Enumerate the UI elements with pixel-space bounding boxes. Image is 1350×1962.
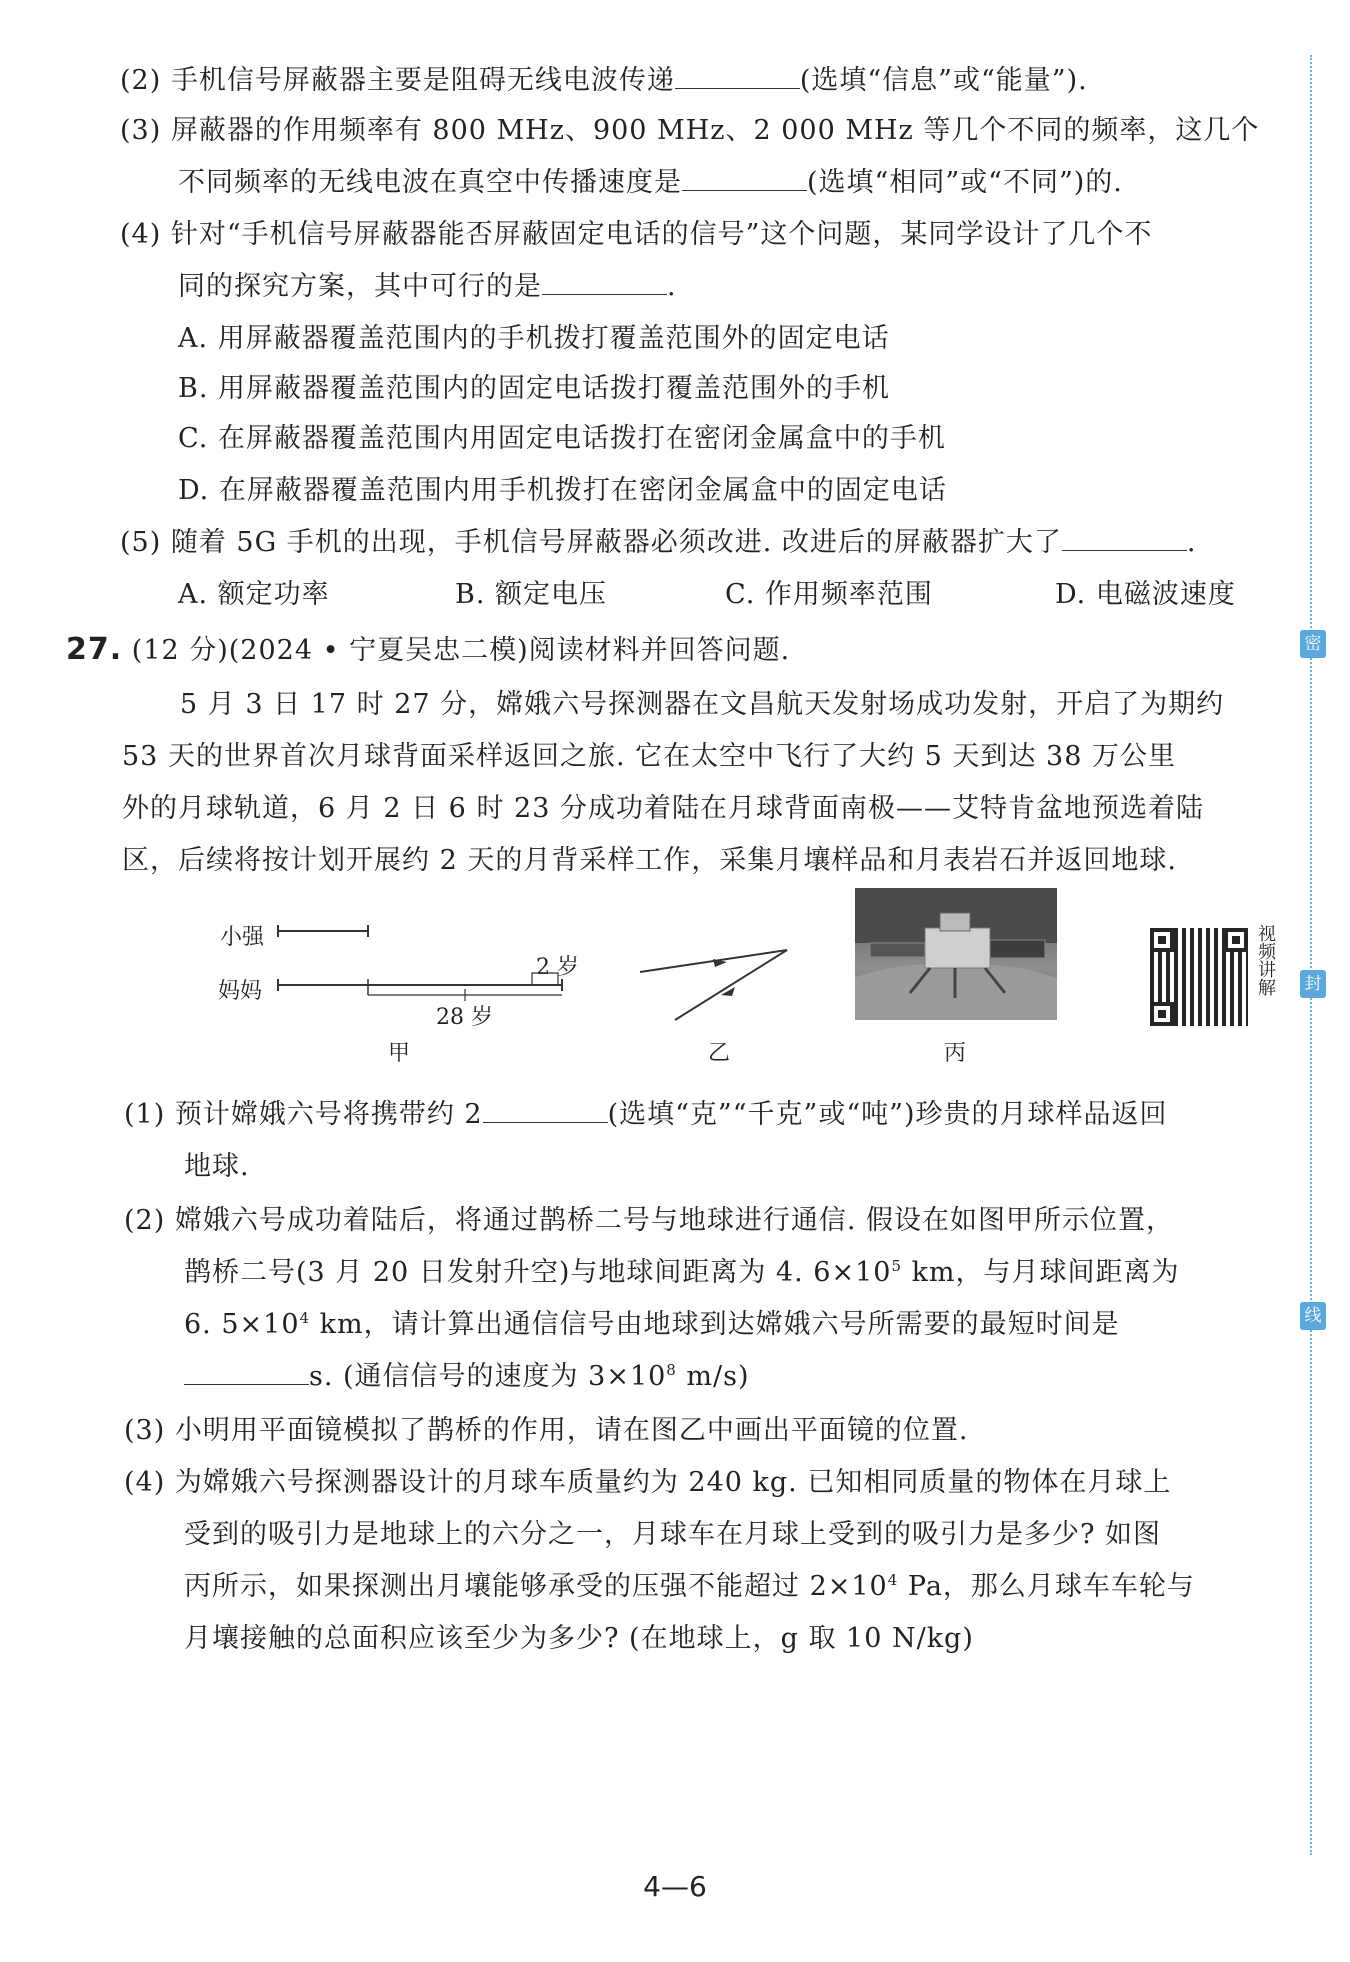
q27-part2-line3: 6. $5\times 10^4$ km，请计算出通信信号由地球到达嫦娥六号所需要的最短时间是	[184, 1309, 1120, 1340]
q27-material-line1: 5 月 3 日 17 时 27 分，嫦娥六号探测器在文昌航天发射场成功发射，开启了为期约	[180, 689, 1225, 720]
q27-part4-line3: 丙所示，如果探测出月壤能够承受的压强不能超过 $2\times 10^4$ Pa，那么月球车车轮与	[184, 1571, 1195, 1602]
q27-part1-line2: 地球.	[184, 1151, 250, 1182]
q26-part5-option-d: D. 电磁波速度	[1055, 579, 1236, 610]
q26-option-b: B. 用屏蔽器覆盖范围内的固定电话拨打覆盖范围外的手机	[178, 373, 891, 404]
video-explanation-label[interactable]: 视频讲解	[1255, 924, 1276, 996]
q26-part5-option-c: C. 作用频率范围	[725, 579, 933, 610]
binding-dotted-line	[1310, 55, 1312, 1855]
binding-tab-mi: 密	[1300, 630, 1326, 658]
q27-part2-line2: 鹊桥二号(3 月 20 日发射升空)与地球间距离为 4. $6\times 10^5$ km，与月球间距离为	[184, 1257, 1180, 1288]
q26-part5-option-a: A. 额定功率	[178, 579, 330, 610]
answer-blank[interactable]	[1062, 526, 1187, 551]
figure-jia-bars	[270, 915, 580, 1005]
q26-part4-line1: (4) 针对“手机信号屏蔽器能否屏蔽固定电话的信号”这个问题，某同学设计了几个不	[120, 219, 1153, 250]
q26-part5-option-b: B. 额定电压	[455, 579, 608, 610]
label-xiaoqiang: 小强	[220, 925, 265, 950]
answer-blank[interactable]	[675, 64, 800, 89]
answer-blank[interactable]	[682, 166, 807, 191]
answer-blank[interactable]	[542, 270, 667, 295]
qr-code[interactable]	[1150, 928, 1248, 1026]
question-number: 27.	[66, 632, 123, 667]
q26-part5: (5) 随着 5G 手机的出现，手机信号屏蔽器必须改进. 改进后的屏蔽器扩大了 .	[120, 527, 1197, 558]
binding-tab-feng: 封	[1300, 970, 1326, 998]
q27-material-line4: 区，后续将按计划开展约 2 天的月背采样工作，采集月壤样品和月表岩石并返回地球.	[122, 845, 1177, 876]
q26-option-d: D. 在屏蔽器覆盖范围内用手机拨打在密闭金属盒中的固定电话	[178, 475, 947, 506]
q27-material-line2: 53 天的世界首次月球背面采样返回之旅. 它在太空中飞行了大约 5 天到达 38 万公里	[122, 741, 1176, 772]
caption-bing: 丙	[944, 1041, 967, 1066]
q27-material-line3: 外的月球轨道，6 月 2 日 6 时 23 分成功着陆在月球背面南极——艾特肯盆地预选着陆	[122, 793, 1204, 824]
q27-part4-line2: 受到的吸引力是地球上的六分之一，月球车在月球上受到的吸引力是多少? 如图	[184, 1519, 1162, 1550]
q26-part3-line1: (3) 屏蔽器的作用频率有 800 MHz、900 MHz、2 000 MHz 等几个不同的频率，这几个	[120, 115, 1260, 146]
q27-part4-line4: 月壤接触的总面积应该至少为多少? (在地球上，g 取 10 N/kg)	[184, 1623, 974, 1654]
label-28-years: 28 岁	[436, 1005, 493, 1030]
q26-option-c: C. 在屏蔽器覆盖范围内用固定电话拨打在密闭金属盒中的手机	[178, 423, 946, 454]
q26-part2: (2) 手机信号屏蔽器主要是阻碍无线电波传递 (选填“信息”或“能量”).	[120, 65, 1088, 96]
q26-part4-line2: 同的探究方案，其中可行的是 .	[178, 271, 677, 302]
q27-header: 27. (12 分)(2024 • 宁夏吴忠二模)阅读材料并回答问题.	[66, 632, 791, 667]
q27-part3: (3) 小明用平面镜模拟了鹊桥的作用，请在图乙中画出平面镜的位置.	[124, 1415, 969, 1446]
caption-yi: 乙	[708, 1041, 731, 1066]
lander-icon	[855, 888, 1057, 1020]
page-number: 4—6	[643, 1870, 707, 1903]
q27-part2-line1: (2) 嫦娥六号成功着陆后，将通过鹊桥二号与地球进行通信. 假设在如图甲所示位置，	[124, 1205, 1174, 1236]
label-mama: 妈妈	[218, 979, 263, 1004]
q26-option-a: A. 用屏蔽器覆盖范围内的手机拨打覆盖范围外的固定电话	[178, 323, 890, 354]
q27-part2-line4: s. (通信信号的速度为 $3\times 10^8$ m/s)	[184, 1354, 750, 1393]
q26-part3-line2: 不同频率的无线电波在真空中传播速度是 (选填“相同”或“不同”)的.	[178, 167, 1123, 198]
answer-blank[interactable]	[483, 1098, 608, 1123]
label-2-years: 2 岁	[536, 955, 579, 980]
answer-blank[interactable]	[184, 1360, 309, 1385]
q27-part1: (1) 预计嫦娥六号将携带约 2 (选填“克”“千克”或“吨”)珍贵的月球样品返回	[124, 1099, 1168, 1130]
caption-jia: 甲	[388, 1041, 411, 1066]
figure-yi-light-path	[635, 940, 795, 1030]
lunar-lander-photo	[855, 888, 1057, 1020]
q27-part4-line1: (4) 为嫦娥六号探测器设计的月球车质量约为 240 kg. 已知相同质量的物体在月球上	[124, 1467, 1172, 1498]
binding-tab-xian: 线	[1300, 1302, 1326, 1330]
